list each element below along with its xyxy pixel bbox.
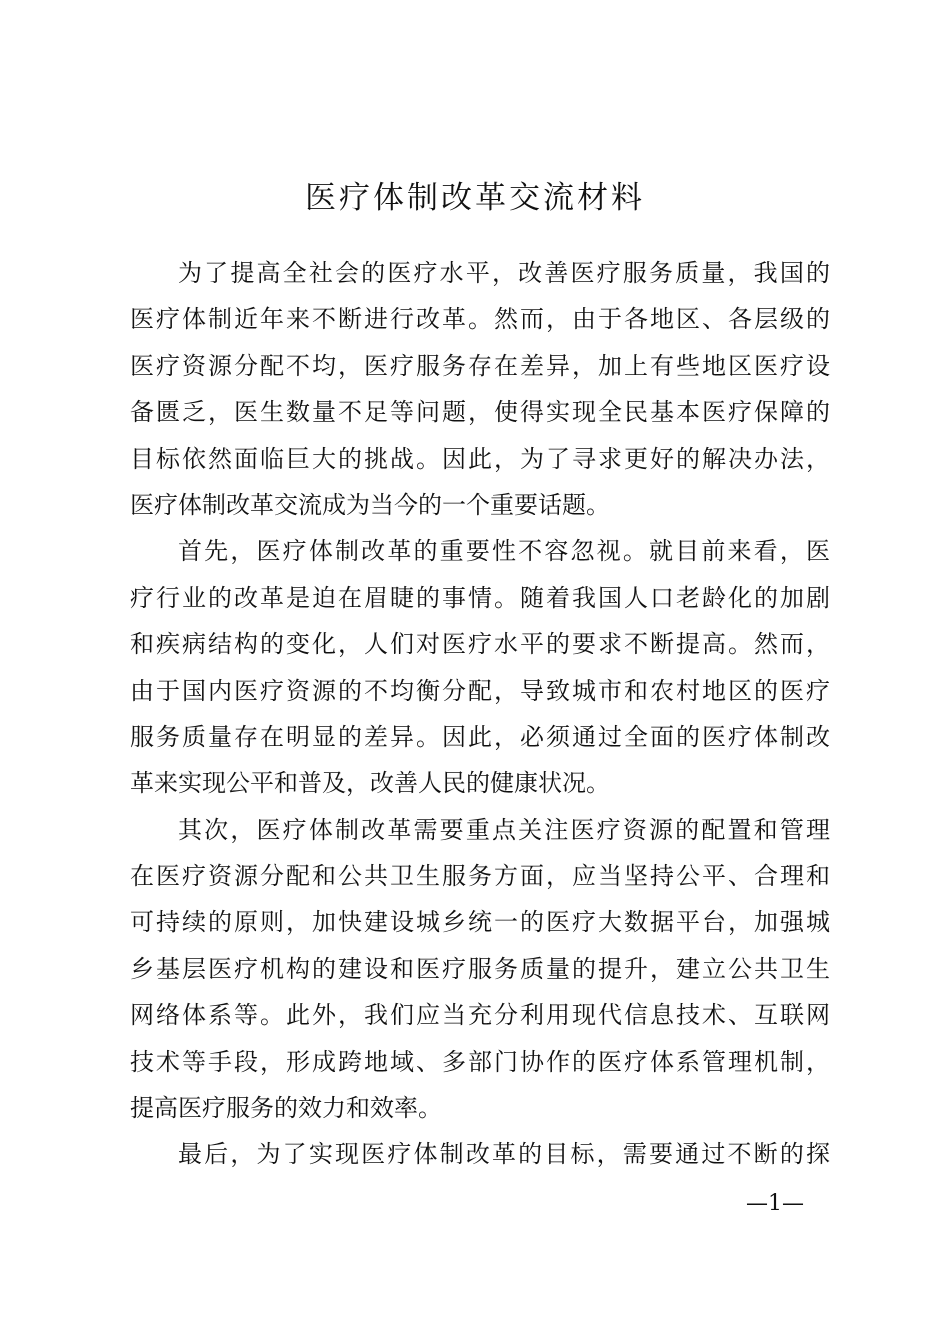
text-line: 网络体系等。此外，我们应当充分利用现代信息技术、互联网 [130, 1001, 830, 1030]
text-line: 技术等手段，形成跨地域、多部门协作的医疗体系管理机制， [130, 1047, 830, 1076]
text-line: 其次，医疗体制改革需要重点关注医疗资源的配置和管理 [178, 815, 830, 844]
paragraph-3 [130, 807, 830, 1132]
page-title: 医疗体制改革交流材料 [305, 180, 645, 216]
page-number: —1— [746, 1191, 804, 1216]
text-line: 备匮乏，医生数量不足等问题，使得实现全民基本医疗保障的 [130, 398, 830, 427]
text-line: 首先，医疗体制改革的重要性不容忽视。就目前来看，医 [178, 537, 830, 566]
text-line: 服务质量存在明显的差异。因此，必须通过全面的医疗体制改 [130, 722, 830, 751]
text-line: 最后，为了实现医疗体制改革的目标，需要通过不断的探 [178, 1140, 830, 1169]
paragraph-4 [130, 1131, 830, 1177]
text-line: 医疗体制改革交流成为当今的一个重要话题。 [130, 490, 610, 519]
document-body [130, 250, 830, 1178]
text-line: 提高医疗服务的效力和效率。 [130, 1094, 442, 1123]
text-line: 为了提高全社会的医疗水平，改善医疗服务质量，我国的 [178, 259, 830, 287]
text-line: 和疾病结构的变化，人们对医疗水平的要求不断提高。然而， [130, 630, 830, 659]
text-line: 疗行业的改革是迫在眉睫的事情。随着我国人口老龄化的加剧 [130, 583, 830, 612]
text-line: 目标依然面临巨大的挑战。因此，为了寻求更好的解决办法， [130, 444, 830, 473]
text-line: 乡基层医疗机构的建设和医疗服务质量的提升，建立公共卫生 [130, 954, 830, 983]
paragraph-2 [130, 528, 830, 806]
text-line: 在医疗资源分配和公共卫生服务方面，应当坚持公平、合理和 [130, 862, 830, 891]
text-line: 由于国内医疗资源的不均衡分配，导致城市和农村地区的医疗 [130, 676, 830, 705]
text-line: 革来实现公平和普及，改善人民的健康状况。 [130, 769, 610, 798]
paragraph-1 [130, 250, 830, 528]
text-line: 可持续的原则，加快建设城乡统一的医疗大数据平台，加强城 [130, 908, 830, 937]
text-line: 医疗体制近年来不断进行改革。然而，由于各地区、各层级的 [130, 305, 830, 334]
text-line: 医疗资源分配不均，医疗服务存在差异，加上有些地区医疗设 [130, 351, 830, 380]
